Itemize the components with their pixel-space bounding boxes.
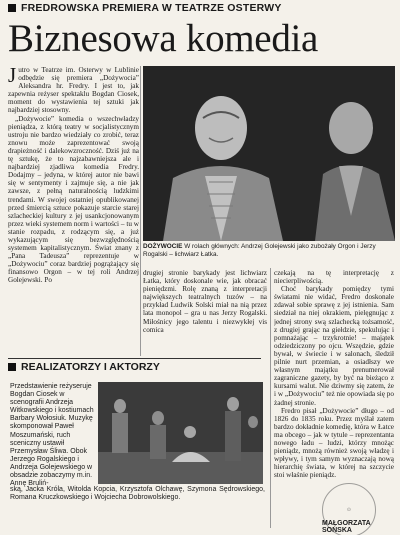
actors-photo-image (143, 66, 395, 241)
stamp-mark: ⊙ (346, 506, 352, 514)
caption-text: W rolach głównych: Andrzej Golejewski jako zubożały Orgon i Jerzy Rogalski – lichwiarz Łatka. (143, 243, 376, 258)
article-paragraph: Fredro pisał „Dożywocie” długo – od 1826 do 1835 roku. Przez myślał zatem bardzo dokładnie komedię, która w Łatce ma obcego – jak w tytule – reprezentanta nowego ładu – ludzi, którzy mnożąc pieniądz, mnożą również swoją władzę i wpływy, i tym samym wyznaczają nową hierarchię świata, w której na szczycie stoi właśnie pieniądz. (274, 406, 394, 480)
box-caption: ską, Jacka Króla, Witolda Kopcia, Krzysztofa Olchawę, Szymona Sędrowskiego, Romana Kruczkowskiego i Wojciecha Dobrowolskiego. (10, 486, 265, 502)
article-paragraph: czekają na tę interpretację z niecierpliwością. (274, 269, 394, 286)
kicker-text: FREDROWSKA PREMIERA W TEATRZE OSTERWY (21, 2, 282, 14)
drop-cap: J (8, 66, 17, 87)
column-rule (140, 66, 141, 356)
article-column-2 (143, 269, 267, 351)
box-header (8, 358, 261, 373)
box-title: REALIZATORZY I AKTORZY (21, 361, 160, 373)
article-paragraph: drugiej stronie barykady jest lichwiarz Łatka, który doskonale wie, jak obracać pieniędzmi. Rolę znaną z interpretacji największych teatralnych tuzów – na przykład Ludwik Solski miał na nią przez lata monopol – gra u nas Jerzy Rogalski. Miłośnicy jego talentu i niezwykłej vis comica (143, 269, 267, 334)
kicker-square-icon (8, 4, 16, 12)
main-photo (143, 66, 395, 241)
article-column-1 (8, 66, 139, 352)
author-byline: MAŁGORZATA SOŃSKA (322, 520, 371, 534)
section-kicker (8, 2, 282, 14)
lead-text: utro w Teatrze im. Osterwy w Lublinie odbędzie się premiera „Dożywocia” Aleksandra hr. Fredry. I jest to, jak zapewnia reżyser spektaklu Bogdan Ciosek, moment do wystawienia tej sztuki jak najbardziej stosowny. (8, 66, 139, 115)
lead-paragraph (8, 66, 139, 115)
article-paragraph: Choć barykady pomiędzy tymi światami nie widać, Fredro doskonale zdawał sobie sprawę z jej istnienia. Sam siedział na niej okrakiem, pielęgnując z jednej strony swą szlachecką tożsamość, z drugiej grając na giełdzie, spekulując i pomnażając – trzykrotnie! – majątek odziedziczony po ojcu. Wszędzie, gdzie bywał, w świecie i w salonach, śledził pilnie nurt przemian, a osiadłszy we własnym majątku prenumerował zagraniczne gazety, by być na bieżąco z kursami walut. Nie dziwmy się zatem, że i w „Dożywociu” też nie opowiada się po żadnej stronie. (274, 285, 394, 407)
article-paragraph: „Dożywocie” komedia o wszechwładzy pieniądza, z którą teatry w socjalistycznym ustroju nie bardzo wiedziały co zrobić, teraz znowu może zaprezentować swoją drapieżność i dalekowzroczność. Dziś już na tę sztukę, że to najzabawniejsza ale i najbardziej zjadliwa komedia Fredry. Dodajmy – jedyna, w której autor nie bawi się w sentymenty i zajmuje się, a nie jak zawsze, z pełną naturalnością ludzkimi trendami. W swojej ostatniej opublikowanej przed śmiercią sztuce pokazuje starcie starej szlacheckiej kultury z jej usankcjonowanym przez wieki systemem norm i wartości – tu w stanie rozpadu, z rodzącym się, a już wykazującym się bezwzględnością systemem kapitalistycznym. Świat znany z „Pana Tadeusza” reprezentuje w „Dożywociu” coraz bardziej pogrążający się finansowo Orgon – w tej roli Andrzej Golejewski. Po (8, 114, 139, 285)
headline: Biznesowa komedia (8, 17, 319, 60)
box-text: Przedstawienie reżyseruje Bogdan Ciosek w scenografii Andrzeja Witkowskiego i kostiumach Barbary Wołosiuk. Muzykę skomponował Paweł Moszumański, ruch sceniczny ustawił Przemysław Śliwa. Obok Jerzego Rogalskiego i Andrzeja Golejewskiego w obsadzie zobaczymy m.in. Annę Bruliń- (10, 383, 94, 488)
stage-photo-image (98, 382, 263, 484)
article-column-3 (274, 269, 394, 519)
stage-photo (98, 382, 263, 484)
caption-label: DOŻYWOCIE (143, 243, 183, 250)
column-rule (270, 268, 271, 528)
photo-caption (143, 243, 395, 259)
box-square-icon (8, 363, 16, 371)
